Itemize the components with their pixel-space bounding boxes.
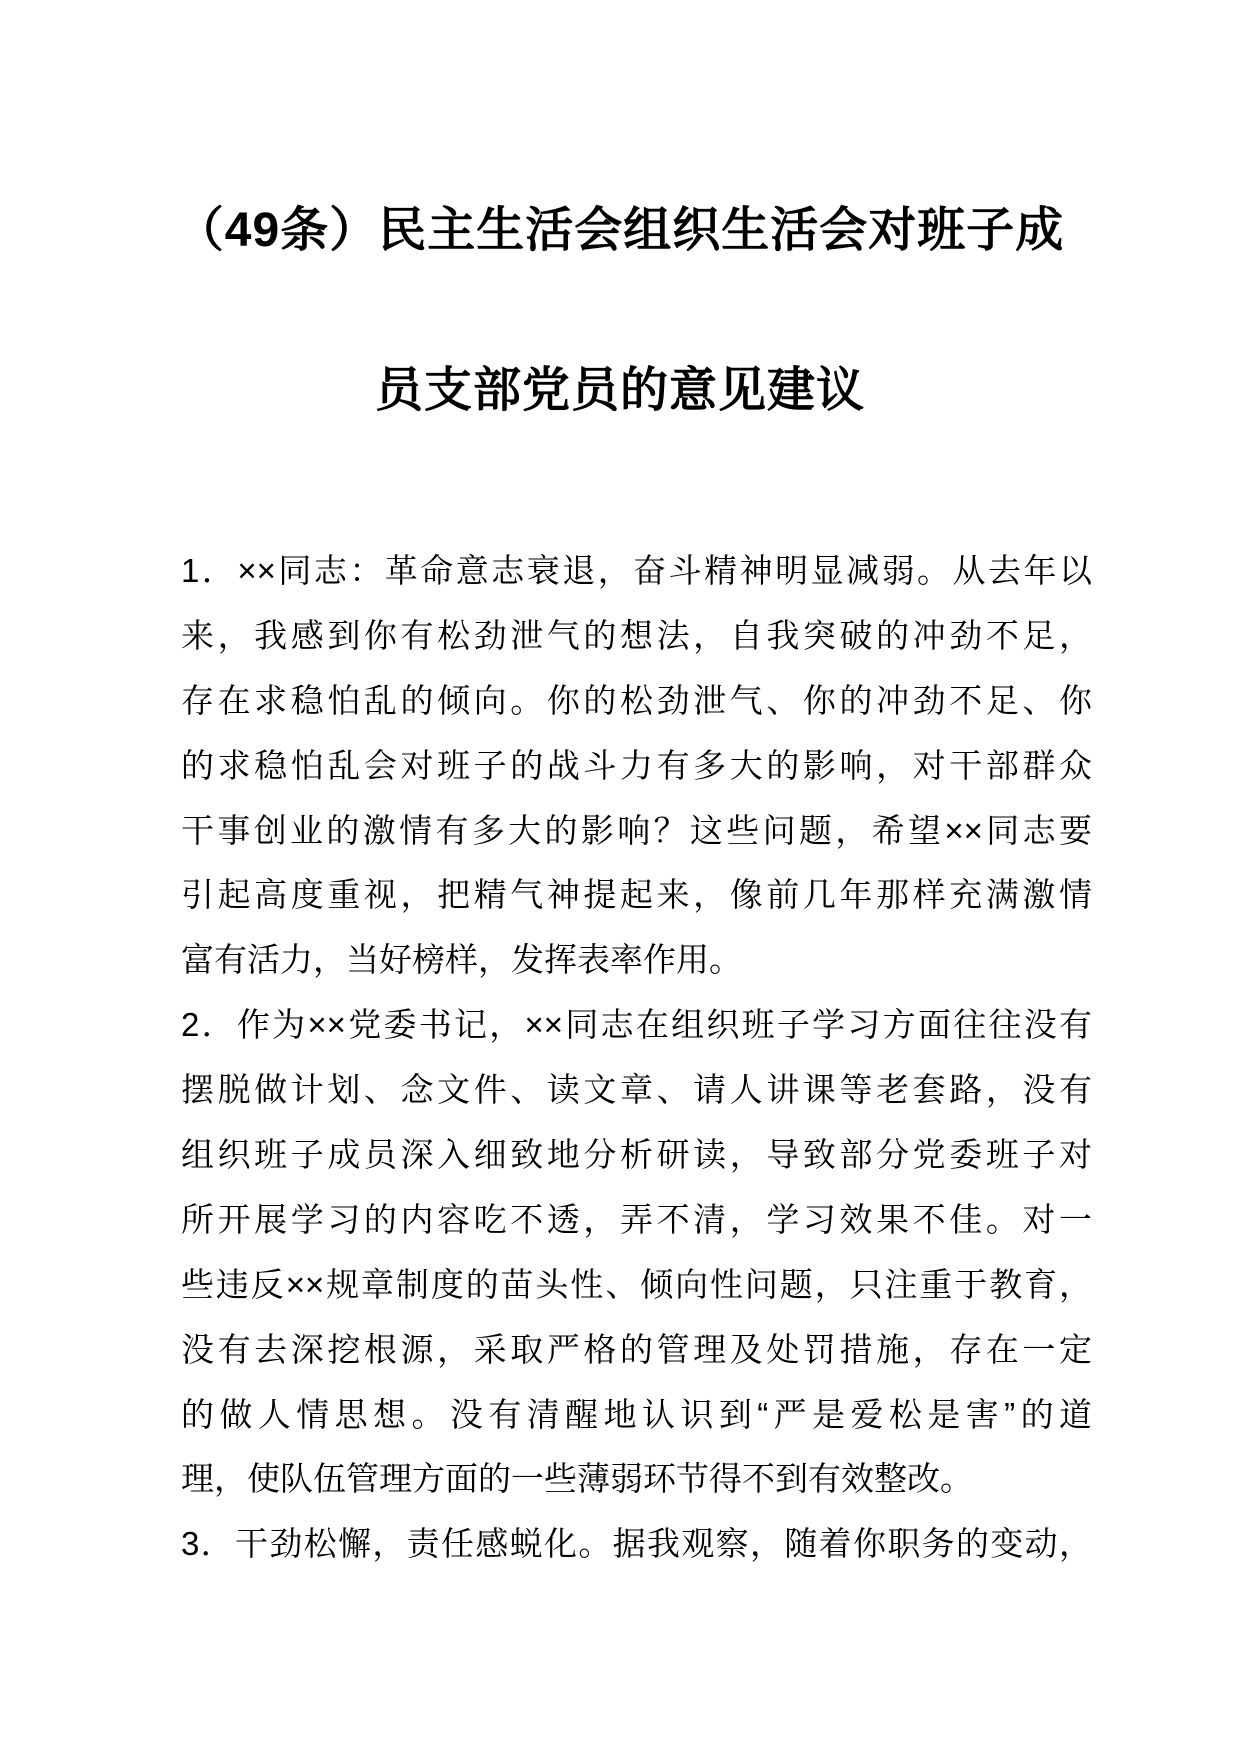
text-line: 些违反××规章制度的苗头性、倾向性问题，只注重于教育， <box>181 1265 1092 1303</box>
text-line: 干事创业的激情有多大的影响？这些问题，希望××同志要 <box>181 811 1092 849</box>
text-line: 3．干劲松懈，责任感蜕化。据我观察，随着你职务的变动， <box>181 1525 1092 1563</box>
text-line: 没有去深挖根源，采取严格的管理及处罚措施，存在一定 <box>181 1330 1092 1368</box>
text-line: 富有活力，当好榜样，发挥表率作用。 <box>181 941 742 979</box>
text-line: 所开展学习的内容吃不透，弄不清，学习效果不佳。对一 <box>181 1200 1092 1238</box>
text-line: 2．作为××党委书记，××同志在组织班子学习方面往往没有 <box>181 1006 1092 1044</box>
text-line: 的做人情思想。没有清醒地认识到“严是爱松是害”的道 <box>181 1395 1092 1433</box>
text-line: 1．××同志：革命意志衰退，奋斗精神明显减弱。从去年以 <box>181 552 1092 589</box>
document-title <box>165 151 1075 471</box>
document-body <box>181 539 1092 1577</box>
text-line: 引起高度重视，把精气神提起来，像前几年那样充满激情 <box>181 876 1092 914</box>
text-line: 来，我感到你有松劲泄气的想法，自我突破的冲劲不足， <box>181 616 1092 654</box>
text-line: 理，使队伍管理方面的一些薄弱环节得不到有效整改。 <box>181 1460 973 1498</box>
text-line: 组织班子成员深入细致地分析研读，导致部分党委班子对 <box>181 1136 1092 1174</box>
text-line: 的求稳怕乱会对班子的战斗力有多大的影响，对干部群众 <box>181 746 1092 784</box>
text-line: 摆脱做计划、念文件、读文章、请人讲课等老套路，没有 <box>181 1071 1092 1109</box>
title-line: 员支部党员的意见建议 <box>374 364 865 417</box>
text-line: 存在求稳怕乱的倾向。你的松劲泄气、你的冲劲不足、你 <box>181 681 1092 719</box>
paragraph-2 <box>181 993 1092 1512</box>
paragraph-1 <box>181 539 1092 993</box>
paragraph-3 <box>181 1512 1092 1577</box>
title-line: （49条）民主生活会组织生活会对班子成 <box>175 204 1065 257</box>
